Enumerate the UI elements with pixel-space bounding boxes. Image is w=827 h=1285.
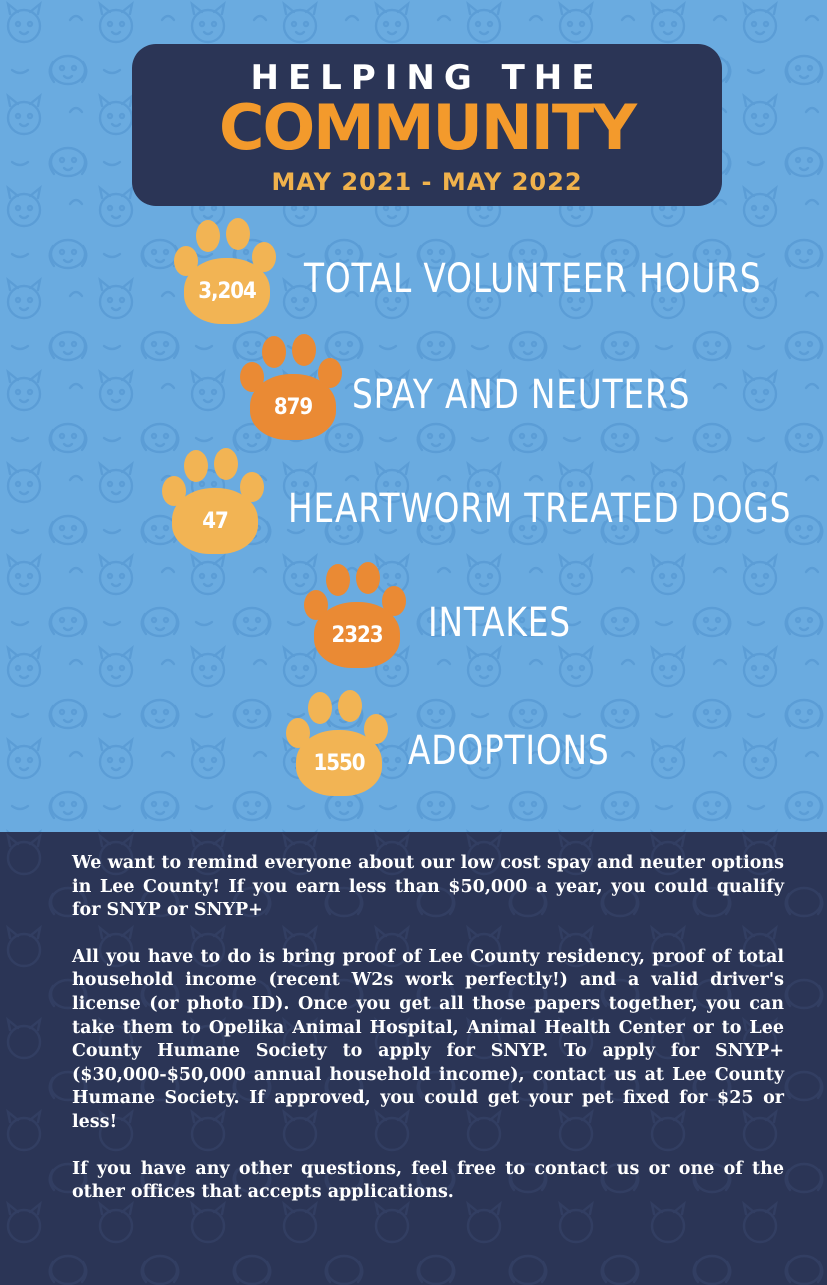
stat-label: HEARTWORM TREATED DOGS xyxy=(288,486,792,532)
header-line-1: HELPING THE xyxy=(250,58,604,98)
stat-label: INTAKES xyxy=(428,600,571,646)
paw-print-icon xyxy=(160,446,270,556)
paragraph-intro: We want to remind everyone about our low cost spay and neuter options in Lee County! If you earn less than $50,000 a year, you could qualify for SNYP or SNYP+ xyxy=(72,853,784,921)
paragraph-contact: If you have any other questions, feel free to contact us or one of the other offices that accepts applications. xyxy=(72,1158,784,1203)
paragraph-requirements: All you have to do is bring proof of Lee County residency, proof of total household income (recent W2s work perfectly!) and a valid driver's license (or photo ID). Once you get all those papers together, you can take them to Opelika Animal Hospital, Animal Health Center or to Lee County Humane Society to apply for SNYP. To apply for SNYP+ ($30,000-$50,000 annual household income), contact us at Lee County Humane Society. If approved, you could get your pet fixed for $25 or less! xyxy=(72,946,784,1132)
stat-value: 879 xyxy=(250,374,336,440)
stat-label: SPAY AND NEUTERS xyxy=(352,372,691,418)
body-text xyxy=(72,852,784,1228)
paw-print-icon xyxy=(172,216,282,326)
header-banner xyxy=(132,44,722,206)
stat-label: TOTAL VOLUNTEER HOURS xyxy=(304,256,762,302)
stat-value: 1550 xyxy=(296,730,382,796)
header-date-range: MAY 2021 - MAY 2022 xyxy=(271,168,583,196)
info-text-panel xyxy=(0,832,827,1285)
header-title: COMMUNITY xyxy=(218,91,636,164)
stat-value: 2323 xyxy=(314,602,400,668)
stat-value: 3,204 xyxy=(184,258,270,324)
stat-value: 47 xyxy=(172,488,258,554)
paw-print-icon xyxy=(238,332,348,442)
paw-print-icon xyxy=(302,560,412,670)
stat-label: ADOPTIONS xyxy=(408,728,610,774)
paw-print-icon xyxy=(284,688,394,798)
